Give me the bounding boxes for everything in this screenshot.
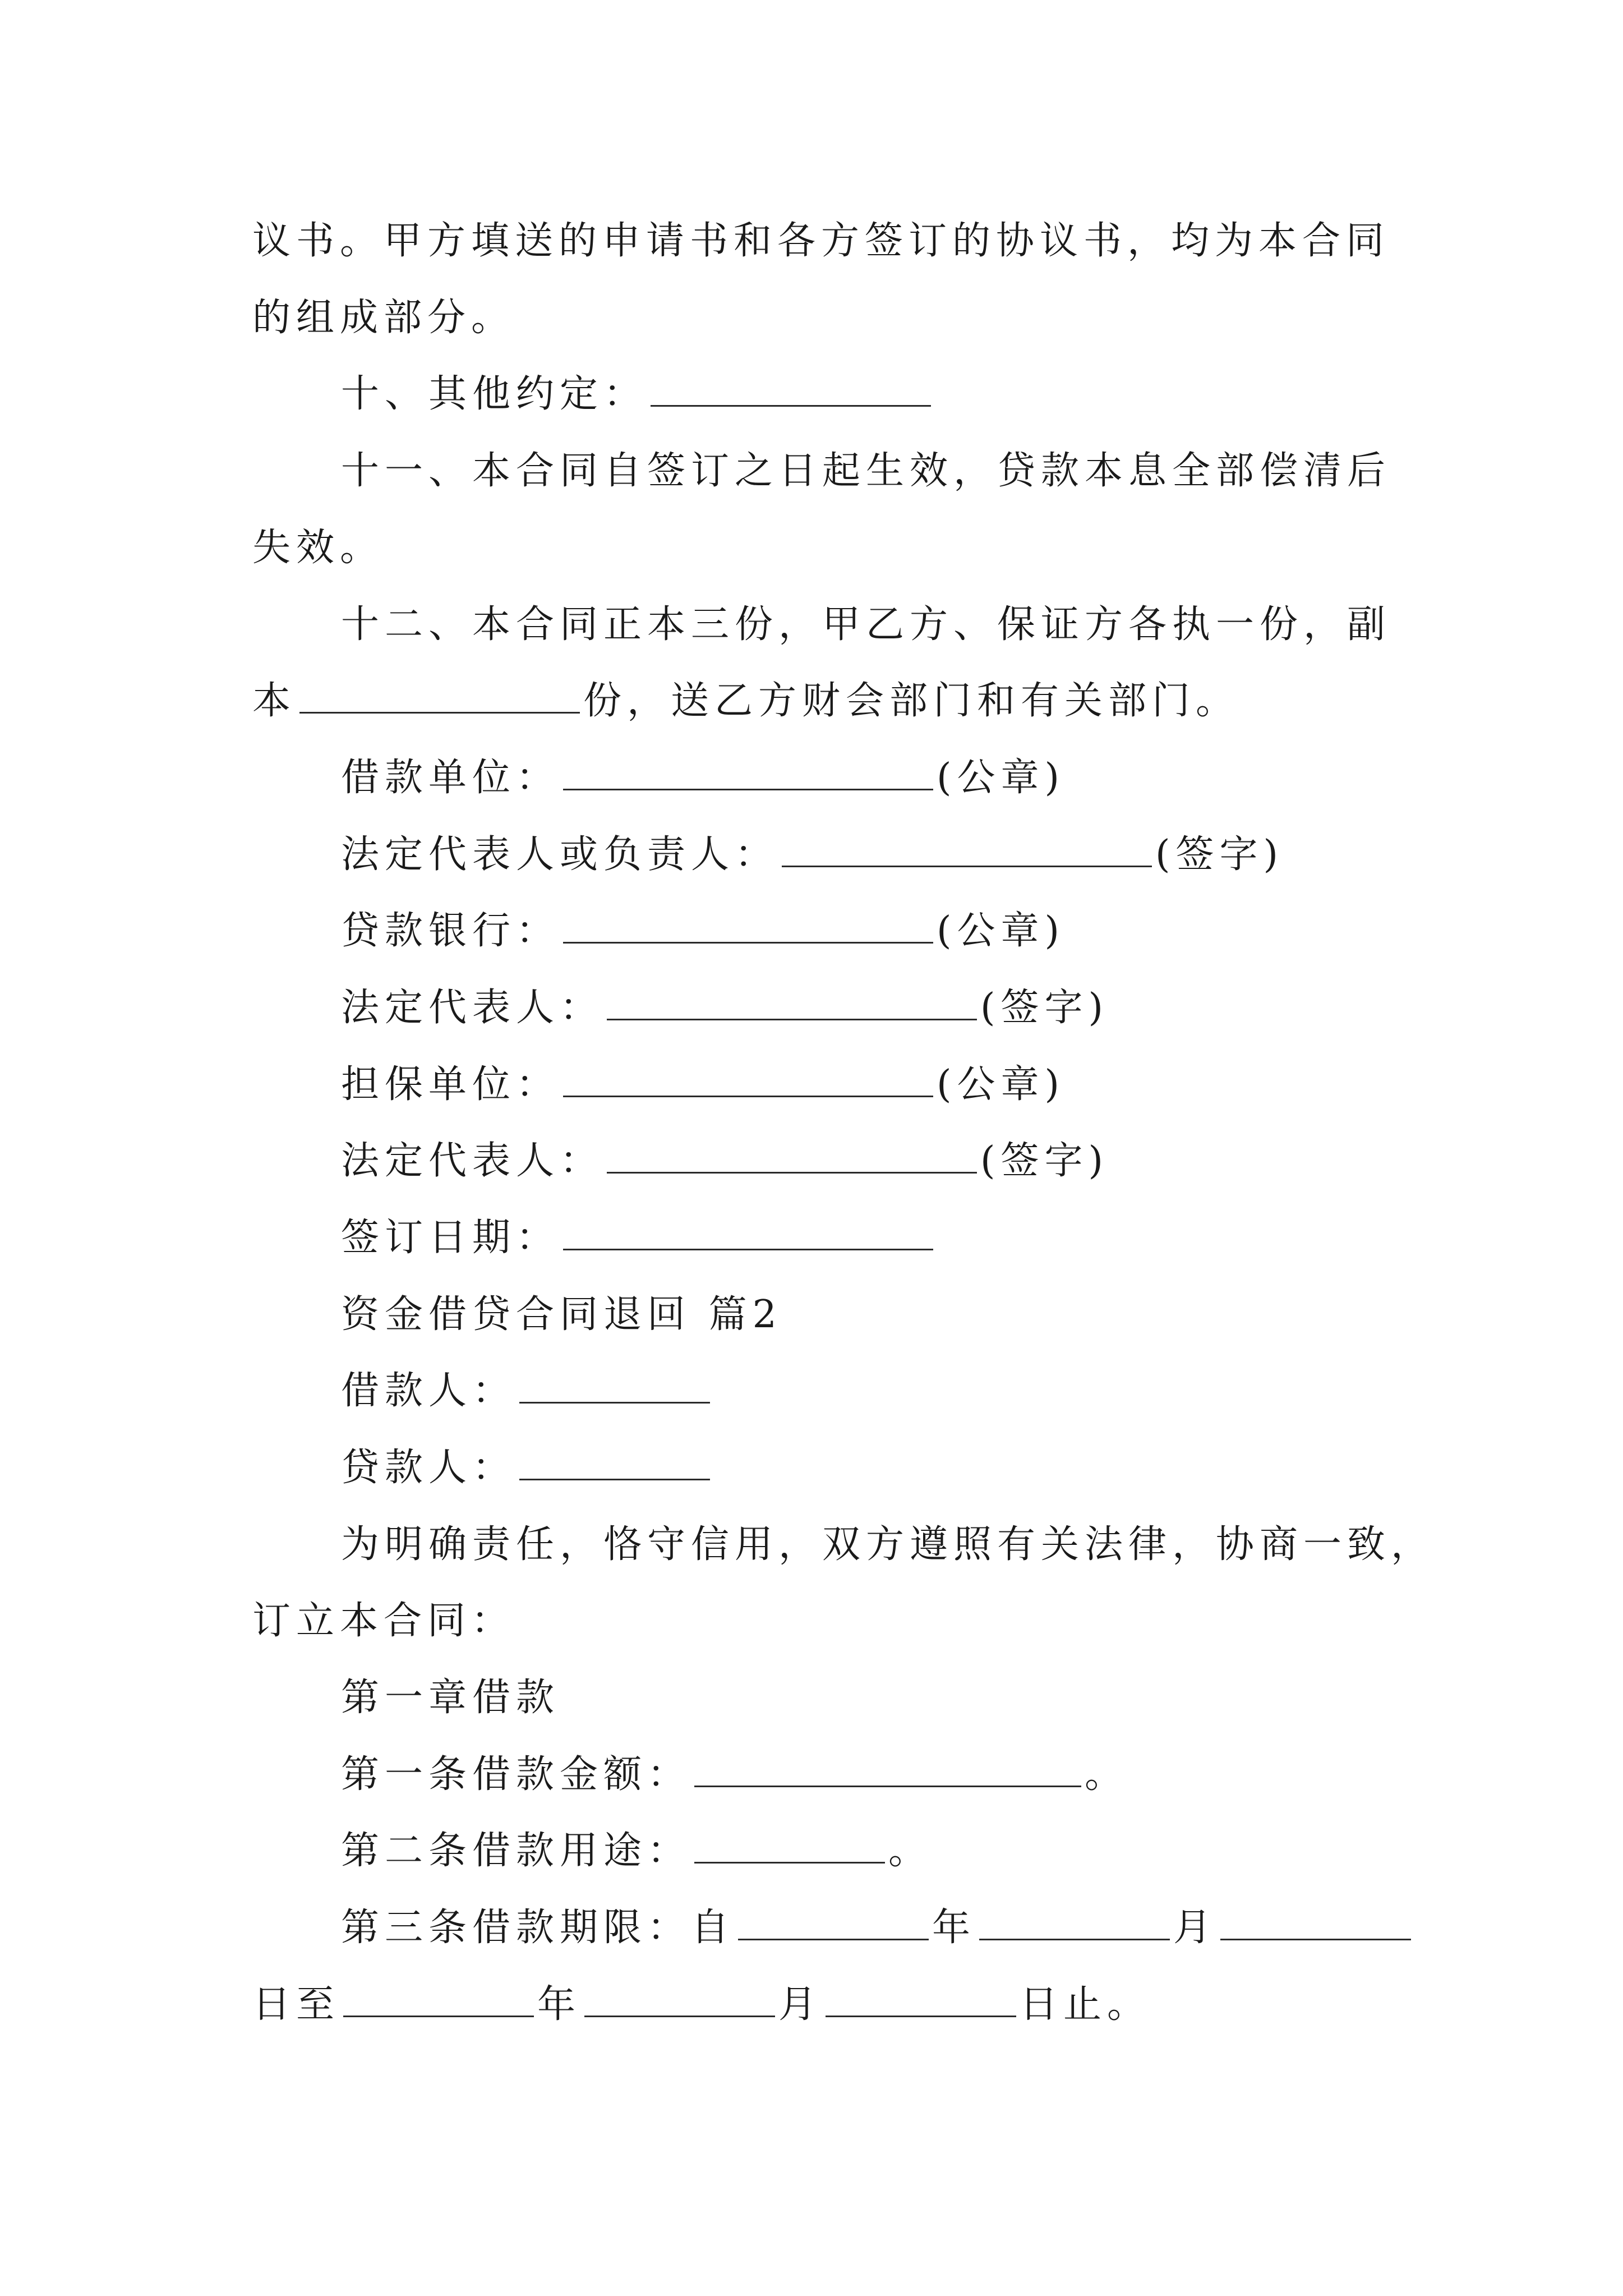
article-2	[341, 1826, 932, 1876]
blank-field[interactable]	[563, 908, 933, 944]
seal-note: (签字)	[1155, 832, 1284, 877]
blank-field[interactable]	[607, 1138, 977, 1174]
blank-field[interactable]	[607, 985, 977, 1020]
heading-text: 资金借贷合同退回 篇2	[341, 1292, 782, 1337]
text: 十一、本合同自签订之日起生效，贷款本息全部偿清后	[341, 449, 1391, 493]
text: 份，送乙方财会部门和有关部门。	[583, 679, 1240, 723]
text: 十、其他约定：	[341, 372, 648, 416]
signature-row-borrower	[341, 753, 1065, 803]
article-3	[341, 1903, 1414, 1953]
seal-note: (签字)	[980, 1139, 1109, 1183]
text: 。	[888, 1829, 933, 1873]
clause-11	[341, 446, 1391, 496]
clause-10	[341, 369, 934, 420]
blank-field[interactable]	[694, 1752, 1081, 1787]
text: 的组成部分。	[252, 296, 515, 340]
heading-text: 第一章借款	[341, 1676, 560, 1720]
paragraph-line	[252, 293, 515, 343]
label: 贷款人：	[341, 1446, 517, 1490]
chapter-heading	[341, 1673, 560, 1723]
blank-field[interactable]	[651, 371, 931, 407]
article-1	[341, 1750, 1128, 1800]
seal-note: (签字)	[980, 986, 1109, 1030]
paragraph-line	[252, 216, 1390, 266]
text: 。	[1085, 1752, 1129, 1797]
clause-12	[341, 600, 1391, 650]
blank-field[interactable]	[782, 832, 1152, 867]
blank-field[interactable]	[299, 678, 580, 714]
paragraph-line	[252, 523, 384, 573]
blank-field[interactable]	[343, 1982, 534, 2017]
section-heading	[341, 1290, 782, 1340]
label: 第三条借款期限：自	[341, 1906, 735, 1950]
label: 法定代表人：	[341, 986, 604, 1030]
paragraph-line	[252, 1596, 515, 1646]
text: 日止。	[1020, 1982, 1151, 2027]
blank-field[interactable]	[519, 1445, 710, 1480]
text: 十二、本合同正本三份，甲乙方、保证方各执一份，副	[341, 602, 1391, 647]
label: 借款人：	[341, 1369, 517, 1413]
label: 第一条借款金额：	[341, 1752, 691, 1797]
blank-field[interactable]	[738, 1905, 929, 1940]
text: 议书。甲方填送的申请书和各方签订的协议书，均为本合同	[252, 219, 1390, 263]
seal-note: (公章)	[937, 1062, 1066, 1107]
blank-field[interactable]	[584, 1982, 775, 2017]
signature-row-legal-rep	[341, 830, 1284, 880]
signature-row-guarantor	[341, 1060, 1065, 1110]
label: 签订日期：	[341, 1216, 560, 1260]
text: 日至	[252, 1982, 340, 2027]
label: 法定代表人或负责人：	[341, 832, 779, 877]
signature-row-legal-rep	[341, 1136, 1109, 1186]
text: 失效。	[252, 526, 384, 570]
blank-field[interactable]	[694, 1828, 885, 1864]
text: 月	[1173, 1906, 1218, 1950]
text: 订立本合同：	[252, 1599, 515, 1643]
seal-note: (公章)	[937, 909, 1066, 953]
party-row-borrower	[341, 1366, 713, 1416]
text: 年	[932, 1906, 976, 1950]
signature-row-bank	[341, 906, 1065, 956]
blank-field[interactable]	[519, 1368, 710, 1404]
blank-field[interactable]	[563, 755, 933, 790]
text: 为明确责任，恪守信用，双方遵照有关法律，协商一致，	[341, 1522, 1435, 1567]
text: 本	[252, 679, 297, 723]
label: 借款单位：	[341, 756, 560, 800]
text: 年	[537, 1982, 582, 2027]
party-row-lender	[341, 1443, 713, 1493]
paragraph-line	[341, 1520, 1435, 1570]
paragraph-line	[252, 1980, 1151, 2030]
label: 法定代表人：	[341, 1139, 604, 1183]
label: 第二条借款用途：	[341, 1829, 691, 1873]
blank-field[interactable]	[1220, 1905, 1411, 1940]
blank-field[interactable]	[826, 1982, 1016, 2017]
signature-row-date	[341, 1213, 937, 1263]
blank-field[interactable]	[979, 1905, 1170, 1940]
seal-note: (公章)	[937, 756, 1066, 800]
signature-row-legal-rep	[341, 983, 1109, 1033]
text: 月	[778, 1982, 823, 2027]
blank-field[interactable]	[563, 1215, 933, 1250]
blank-field[interactable]	[563, 1062, 933, 1097]
paragraph-line	[252, 676, 1239, 726]
label: 贷款银行：	[341, 909, 560, 953]
label: 担保单位：	[341, 1062, 560, 1107]
